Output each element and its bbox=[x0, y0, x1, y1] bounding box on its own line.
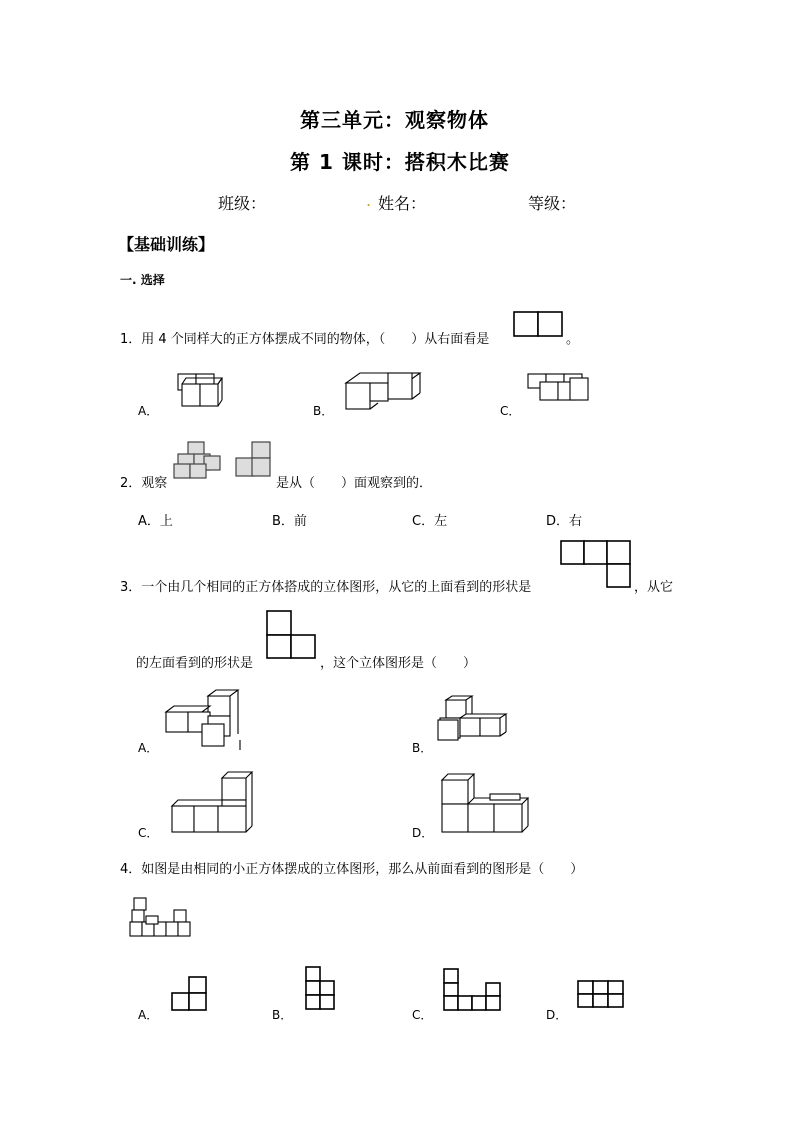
q2-text-end: 是从（ ）面观察到的． bbox=[276, 476, 433, 491]
q1-option-b[interactable]: B． bbox=[313, 404, 334, 418]
q4-option-c[interactable]: C． bbox=[412, 1008, 433, 1022]
q3-option-a[interactable]: A． bbox=[138, 741, 159, 755]
q4-text: 4．如图是由相同的小正方体摆成的立体图形，那么从前面看到的图形是（ ） bbox=[120, 862, 584, 877]
part-heading: 一. 选择 bbox=[120, 273, 165, 287]
section-heading: 【基础训练】 bbox=[118, 235, 215, 254]
class-label: 班级： bbox=[218, 194, 267, 213]
q4-option-d[interactable]: D． bbox=[546, 1008, 568, 1022]
q2-solid-figure bbox=[172, 440, 224, 480]
q3-option-b-figure bbox=[436, 694, 512, 746]
q2-option-c[interactable]: C．左 bbox=[412, 514, 448, 529]
name-label: 姓名： bbox=[378, 194, 427, 213]
q4-option-b-figure bbox=[304, 966, 338, 1012]
q1-option-c-figure bbox=[526, 372, 592, 406]
q3-text-end: ，从它 bbox=[634, 580, 674, 595]
page-title: 第三单元：观察物体 bbox=[300, 108, 489, 132]
q3-option-a-figure bbox=[164, 688, 244, 750]
q1-option-c[interactable]: C． bbox=[500, 404, 521, 418]
q3-text: 3．一个由几个相同的正方体搭成的立体图形，从它的上面看到的形状是 bbox=[120, 580, 532, 595]
q3-top-view-figure bbox=[560, 540, 634, 588]
q1-text-end: 。 bbox=[566, 332, 580, 347]
q2-option-b[interactable]: B．前 bbox=[272, 514, 307, 529]
q1-option-b-figure bbox=[344, 369, 424, 413]
q3-option-c-figure bbox=[168, 770, 258, 836]
q1-text: 1．用 4 个同样大的正方体摆成不同的物体，（ ）从右面看是 bbox=[120, 332, 490, 347]
q3-option-b[interactable]: B． bbox=[412, 741, 433, 755]
lesson-subtitle: 第 1 课时：搭积木比赛 bbox=[290, 150, 510, 174]
q4-option-d-figure bbox=[576, 980, 626, 1010]
q2-option-d[interactable]: D．右 bbox=[546, 514, 583, 529]
q3-text-line2-end: ，这个立体图形是（ ） bbox=[320, 656, 477, 671]
q3-text-line2: 的左面看到的形状是 bbox=[136, 656, 254, 671]
grade-label: 等级： bbox=[528, 194, 577, 213]
q1-right-view-figure bbox=[514, 312, 564, 338]
q2-view-figure bbox=[234, 440, 276, 478]
q4-option-a-figure bbox=[170, 976, 210, 1012]
q4-solid-figure bbox=[128, 896, 194, 944]
q1-option-a-figure bbox=[168, 372, 228, 412]
separator-dot: . bbox=[366, 191, 372, 210]
q3-option-c[interactable]: C． bbox=[138, 826, 159, 840]
q3-option-d-figure bbox=[438, 770, 534, 836]
q2-option-a[interactable]: A．上 bbox=[138, 514, 173, 529]
q1-option-a[interactable]: A． bbox=[138, 404, 159, 418]
q4-option-c-figure bbox=[442, 968, 504, 1012]
q3-option-d[interactable]: D． bbox=[412, 826, 434, 840]
q2-text: 2．观察 bbox=[120, 476, 168, 491]
q3-left-view-figure bbox=[266, 610, 318, 660]
q4-option-a[interactable]: A． bbox=[138, 1008, 159, 1022]
q4-option-b[interactable]: B． bbox=[272, 1008, 293, 1022]
